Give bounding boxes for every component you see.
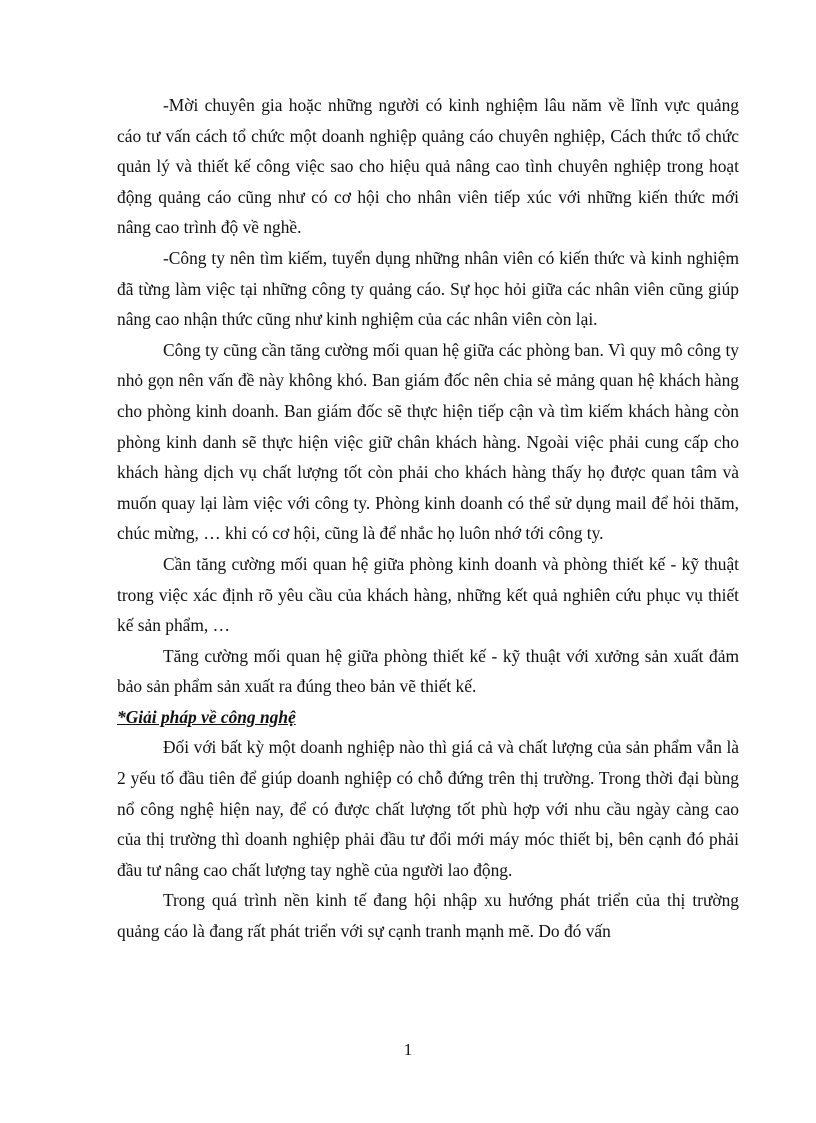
- paragraph-department-relations: Công ty cũng cần tăng cường mối quan hệ giữa các phòng ban. Vì quy mô công ty nhỏ gọn nên vấn đề này không khó. Ban giám đốc nên chia sẻ mảng quan hệ khách hàng cho phòng kinh doanh. Ban giám đốc sẽ thực hiện tiếp cận và tìm kiếm khách hàng còn phòng kinh danh sẽ thực hiện việc giữ chân khách hàng. Ngoài việc phải cung cấp cho khách hàng dịch vụ chất lượng tốt còn phải cho khách hàng thấy họ được quan tâm và muốn quay lại làm việc với công ty. Phòng kinh doanh có thể sử dụng mail để hỏi thăm, chúc mừng, … khi có cơ hội, cũng là để nhắc họ luôn nhớ tới công ty.: [117, 339, 739, 544]
- paragraph-price-quality: Đối với bất kỳ một doanh nghiệp nào thì giá cả và chất lượng của sản phẩm vẫn là 2 yếu tố đầu tiên để giúp doanh nghiệp có chỗ đứng trên thị trường. Trong thời đại bùng nổ công nghệ hiện nay, để có được chất lượng tốt phù hợp với nhu cầu ngày càng cao của thị trường thì doanh nghiệp phải đầu tư đổi mới máy móc thiết bị, bên cạnh đó phải đầu tư nâng cao chất lượng tay nghề của người lao động.: [117, 737, 739, 880]
- section-heading-technology: *Giải pháp về công nghệ: [117, 706, 296, 727]
- paragraph-market-trend: Trong quá trình nền kinh tế đang hội nhập xu hướng phát triển của thị trường quảng cáo là đang rất phát triển với sự cạnh tranh mạnh mẽ. Do đó vấn: [117, 890, 739, 942]
- paragraph-sales-design-relations: Cần tăng cường mối quan hệ giữa phòng kinh doanh và phòng thiết kế - kỹ thuật trong việc xác định rõ yêu cầu của khách hàng, những kết quả nghiên cứu phục vụ thiết kế sản phẩm, …: [117, 553, 739, 636]
- paragraph-expert-consulting: -Mời chuyên gia hoặc những người có kinh nghiệm lâu năm về lĩnh vực quảng cáo tư vấn cách tổ chức một doanh nghiệp quảng cáo chuyên nghiệp, Cách thức tổ chức quản lý và thiết kế công việc sao cho hiệu quả nâng cao tình chuyên nghiệp trong hoạt động quảng cáo cũng như có cơ hội cho nhân viên tiếp xúc với những kiến thức mới nâng cao trình độ về nghề.: [117, 95, 739, 238]
- paragraph-design-workshop-relations: Tăng cường mối quan hệ giữa phòng thiết kế - kỹ thuật với xưởng sản xuất đảm bảo sản phẩm sản xuất ra đúng theo bản vẽ thiết kế.: [117, 645, 739, 697]
- page-body: [117, 90, 739, 947]
- page-number: 1: [403, 1040, 413, 1059]
- paragraph-recruitment: -Công ty nên tìm kiếm, tuyển dụng những nhân viên có kiến thức và kinh nghiệm đã từng làm việc tại những công ty quảng cáo. Sự học hỏi giữa các nhân viên cũng giúp nâng cao nhận thức cũng như kinh nghiệm của các nhân viên còn lại.: [117, 247, 739, 330]
